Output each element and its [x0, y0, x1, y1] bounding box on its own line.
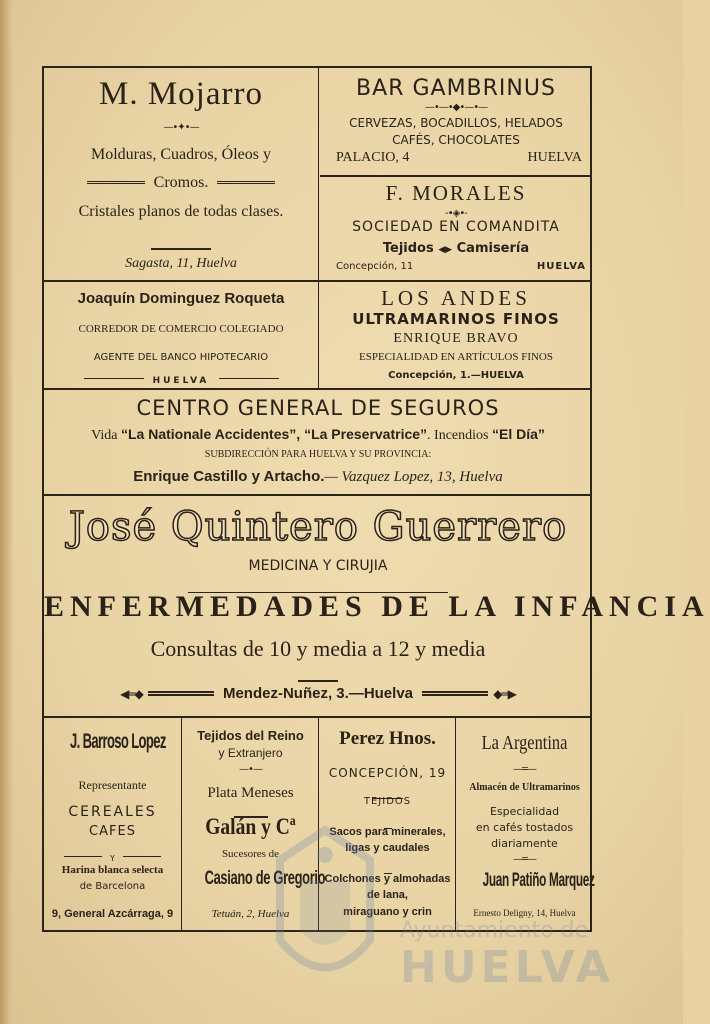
- morales-address: Concepción, 11: [336, 261, 414, 272]
- morales-tejidos: Tejidos: [382, 241, 434, 256]
- morales-city: HUELVA: [536, 261, 586, 272]
- barroso-line3: Harina blanca selecta: [61, 864, 164, 876]
- divider: [318, 718, 319, 932]
- ad-seguros: [44, 390, 592, 494]
- barroso-address: 9, General Azcárraga, 9: [51, 908, 174, 920]
- rule: [44, 238, 318, 257]
- seguros-address: — Vazquez Lopez, 13, Huelva: [324, 469, 503, 485]
- double-rule-icon: [87, 181, 145, 184]
- seguros-line2: SUBDIRECCIÓN PARA HUELVA Y SU PROVINCIA:: [204, 449, 432, 460]
- perez-line1: TEJIDOS: [363, 796, 412, 807]
- ad-dominguez: [44, 282, 318, 388]
- divider: [455, 718, 456, 932]
- argentina-line1: Almacén de Ultramarinos: [469, 782, 580, 793]
- andes-name: LOS ANDES: [381, 286, 531, 310]
- andes-line3: ESPECIALIDAD EN ARTÍCULOS FINOS: [359, 351, 553, 363]
- divider: [181, 718, 182, 932]
- perez-line5: de lana,: [367, 889, 408, 901]
- andes-line1: ULTRAMARINOS FINOS: [352, 310, 560, 328]
- morales-camiseria: Camisería: [456, 241, 530, 256]
- gambrinus-line1: CERVEZAS, BOCADILLOS, HELADOS: [349, 116, 563, 130]
- seguros-companies: “La Nationale Accidentes”, “La Preservatrice”: [120, 426, 428, 442]
- quintero-name: José Quintero Guerrero: [68, 504, 568, 550]
- argentina-owner: Juan Patiño Marquez: [482, 870, 595, 891]
- perez-line6: miraguano y crin: [343, 906, 432, 918]
- ad-los-andes: [320, 282, 592, 388]
- double-rule-icon: [148, 691, 214, 696]
- ornament-icon: —•—: [239, 764, 262, 775]
- quintero-specialty: MEDICINA Y CIRUJIA: [248, 558, 388, 574]
- seguros-title: CENTRO GENERAL DE SEGUROS: [136, 396, 500, 420]
- mojarro-line1: Molduras, Cuadros, Óleos y: [91, 146, 271, 163]
- galan-place: Plata Meneses: [207, 785, 294, 801]
- perez-line2: Sacos para minerales,: [329, 826, 446, 838]
- double-rule-icon: [422, 691, 488, 696]
- seguros-line1: [44, 426, 592, 444]
- ad-la-argentina: [457, 718, 595, 932]
- seguros-incendios: . Incendios: [427, 428, 492, 443]
- argentina-line3: en cafés tostados: [475, 821, 574, 834]
- mojarro-line3: Cristales planos de todas clases.: [78, 203, 284, 220]
- gambrinus-city: HUELVA: [527, 150, 582, 165]
- barroso-line2: CAFES: [89, 824, 136, 839]
- barroso-line1: CEREALES: [68, 804, 157, 820]
- gambrinus-address: PALACIO, 4: [336, 150, 410, 165]
- seguros-vida: Vida: [91, 428, 121, 443]
- ornament-icon: —•—•◆•—•—: [424, 102, 488, 113]
- mojarro-name: M. Mojarro: [99, 76, 263, 112]
- argentina-name: La Argentina: [481, 732, 568, 754]
- mojarro-line2: Cromos.: [153, 174, 209, 191]
- perez-address: CONCEPCIÓN, 19: [328, 766, 447, 780]
- dominguez-line1: CORREDOR DE COMERCIO COLEGIADO: [78, 323, 284, 335]
- ornament-icon: —•✦•—: [163, 122, 199, 133]
- morales-line2-row: [320, 241, 592, 256]
- galan-line2: y Extranjero: [218, 746, 283, 760]
- ad-bar-gambrinus: [320, 68, 592, 173]
- quintero-hours: Consultas de 10 y media a 12 y media: [150, 636, 486, 661]
- ad-perez: [320, 718, 455, 932]
- ad-morales: [320, 177, 592, 280]
- seguros-el-dia: “El Día”: [491, 426, 545, 442]
- advertisement-frame: [42, 66, 710, 932]
- morales-name: F. MORALES: [385, 181, 527, 205]
- ad-barroso: [44, 718, 181, 932]
- arrow-right-icon: ◆═▶: [493, 687, 516, 701]
- watermark-text1: Ayuntamiento de: [400, 918, 589, 943]
- quintero-address: Mendez-Nuñez, 3.—Huelva: [222, 685, 414, 702]
- perez-line3: ligas y caudales: [345, 842, 430, 854]
- galan-line1: Tejidos del Reino: [197, 728, 304, 743]
- double-rule-icon: [217, 181, 275, 184]
- ornament-icon: —═—: [512, 764, 537, 775]
- gambrinus-name: BAR GAMBRINUS: [356, 76, 556, 101]
- ad-quintero: [44, 496, 710, 714]
- argentina-line2: Especialidad: [489, 805, 560, 818]
- barroso-line4: de Barcelona: [79, 881, 146, 892]
- ornament-icon: -•◈•-: [445, 208, 467, 219]
- argentina-line4: diariamente: [491, 837, 558, 850]
- galan-successor: Casiano de Gregorio: [204, 868, 326, 889]
- dominguez-city-row: [44, 368, 318, 387]
- quintero-address-row: [44, 683, 592, 702]
- galan-name: Galán y Cª: [205, 814, 296, 839]
- book-spine-shadow: [0, 0, 14, 1024]
- barroso-sep-row: [44, 846, 181, 865]
- watermark-text2: HUELVA: [400, 942, 614, 993]
- arrow-left-icon: ◀═◆: [120, 687, 143, 701]
- barroso-sep: Y: [110, 854, 115, 863]
- ad-galan: [183, 718, 326, 932]
- perez-line4: Colchones y almohadas: [324, 873, 451, 885]
- barroso-name: J. Barroso Lopez: [70, 730, 166, 753]
- gambrinus-line2: CAFÉS, CHOCOLATES: [392, 133, 520, 147]
- seguros-agent: Enrique Castillo y Artacho.: [133, 468, 325, 485]
- seguros-agent-row: [44, 467, 592, 486]
- galan-address: Tetuán, 2, Huelva: [211, 908, 290, 920]
- galan-successors: Sucesores de: [221, 848, 280, 860]
- quintero-headline: ENFERMEDADES DE LA INFANCIA: [44, 590, 710, 623]
- barroso-role: Representante: [78, 778, 147, 792]
- divider: [318, 68, 319, 388]
- dominguez-city: HUELVA: [152, 376, 210, 386]
- andes-address: Concepción, 1.—HUELVA: [388, 370, 524, 381]
- dominguez-line2: AGENTE DEL BANCO HIPOTECARIO: [93, 352, 269, 363]
- mojarro-address: Sagasta, 11, Huelva: [125, 256, 237, 271]
- perez-name: Perez Hnos.: [339, 728, 436, 749]
- morales-line1: SOCIEDAD EN COMANDITA: [352, 219, 560, 235]
- bullet-icon: ◀▶: [438, 245, 453, 255]
- mojarro-line2-row: [44, 172, 318, 192]
- argentina-address: Ernesto Deligny, 14, Huelva: [473, 908, 576, 918]
- dominguez-name: Joaquín Dominguez Roqueta: [77, 290, 285, 307]
- andes-line2: ENRIQUE BRAVO: [393, 331, 519, 346]
- ornament-icon: —═—: [512, 854, 537, 865]
- ad-mojarro: [44, 68, 318, 280]
